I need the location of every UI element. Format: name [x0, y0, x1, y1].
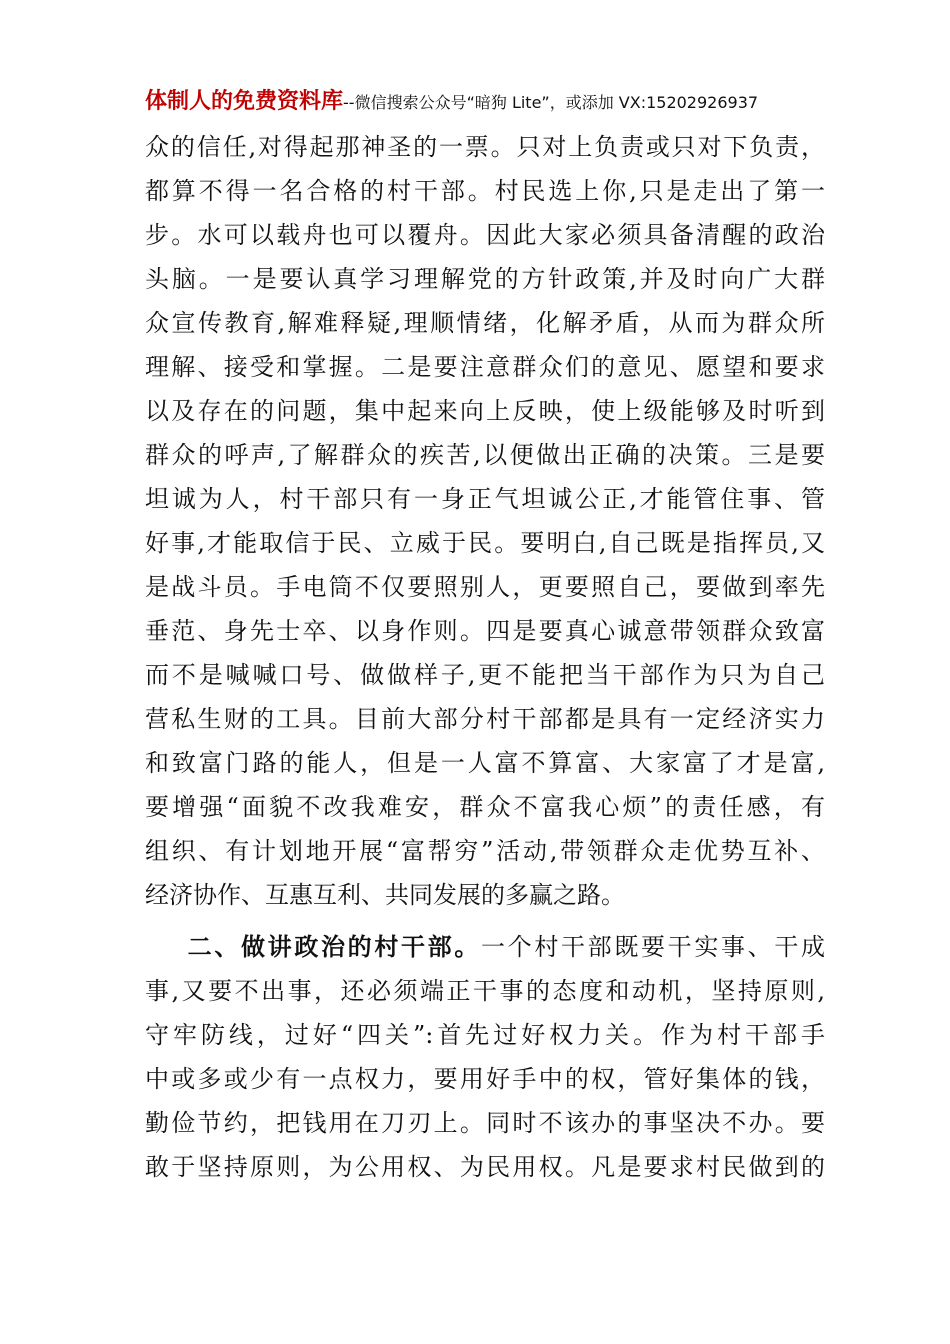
text-line: 中或多或少有一点权力，要用好手中的权，管好集体的钱，	[145, 1065, 825, 1093]
text-line: 而不是喊喊口号、做做样子,更不能把当干部作为只为自己	[145, 661, 825, 689]
paragraph-2	[145, 925, 825, 1189]
text-line	[145, 925, 825, 969]
text-line: 坦诚为人，村干部只有一身正气坦诚公正,才能管住事、管	[145, 485, 825, 513]
paragraph-gap	[145, 917, 825, 925]
text-line: 事,又要不出事，还必须端正干事的态度和动机，坚持原则,	[145, 977, 825, 1005]
text-line: 经济协作、互惠互利、共同发展的多赢之路。	[145, 881, 625, 909]
heading-line-rest: 一个村干部既要干实事、干成	[481, 933, 825, 961]
header-brand: 体制人的免费资料库	[145, 89, 344, 114]
text-line: 以及存在的问题，集中起来向上反映，使上级能够及时听到	[145, 397, 825, 425]
section-heading: 二、做讲政治的村干部。	[185, 933, 481, 961]
header-note: --微信搜索公众号“暗狗 Lite”，或添加 VX:15202926937	[343, 93, 759, 112]
text-line: 众宣传教育,解难释疑,理顺情绪，化解矛盾，从而为群众所	[145, 309, 825, 337]
text-line: 敢于坚持原则，为公用权、为民用权。凡是要求村民做到的	[145, 1153, 825, 1181]
text-line: 营私生财的工具。目前大部分村干部都是具有一定经济实力	[145, 705, 825, 733]
text-line: 是战斗员。手电筒不仅要照别人，更要照自己，要做到率先	[145, 573, 825, 601]
text-line: 要增强“面貌不改我难安，群众不富我心烦”的责任感，有	[145, 793, 825, 821]
text-line: 好事,才能取信于民、立威于民。要明白,自己既是指挥员,又	[145, 529, 825, 557]
text-line: 勤俭节约，把钱用在刀刃上。同时不该办的事坚决不办。要	[145, 1109, 825, 1137]
header-banner	[145, 84, 825, 116]
text-line: 头脑。一是要认真学习理解党的方针政策,并及时向广大群	[145, 265, 825, 293]
text-line: 理解、接受和掌握。二是要注意群众们的意见、愿望和要求	[145, 353, 825, 381]
text-line: 群众的呼声,了解群众的疾苦,以便做出正确的决策。三是要	[145, 441, 825, 469]
text-line: 垂范、身先士卒、以身作则。四是要真心诚意带领群众致富	[145, 617, 825, 645]
document-body	[145, 125, 825, 1189]
paragraph-1	[145, 125, 825, 917]
text-line: 组织、有计划地开展“富帮穷”活动,带领群众走优势互补、	[145, 837, 825, 865]
text-line: 守牢防线，过好“四关”:首先过好权力关。作为村干部手	[145, 1021, 825, 1049]
text-line: 都算不得一名合格的村干部。村民选上你,只是走出了第一	[145, 177, 825, 205]
text-line: 步。水可以载舟也可以覆舟。因此大家必须具备清醒的政治	[145, 221, 825, 249]
text-line: 和致富门路的能人，但是一人富不算富、大家富了才是富,	[145, 749, 825, 777]
text-line: 众的信任,对得起那神圣的一票。只对上负责或只对下负责，	[145, 133, 825, 161]
